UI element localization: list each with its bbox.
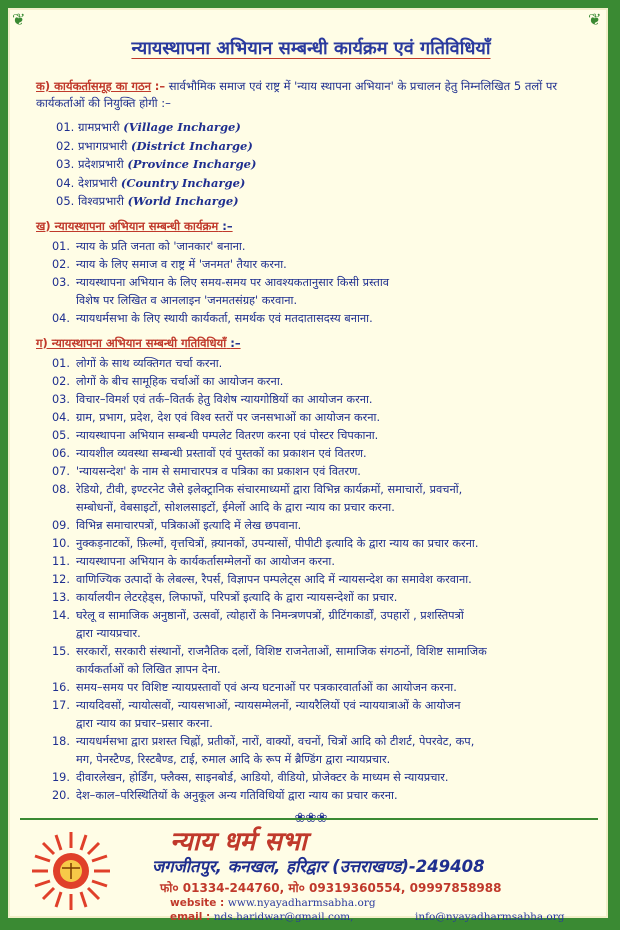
list-item	[52, 238, 596, 256]
item-text: सरकारों, सरकारी संस्थानों, राजनैतिक दलों, विशिष्ट राजनेताओं, सामाजिक संगठनों, विशिष्ट सामाजिक	[76, 644, 487, 658]
list-item	[52, 697, 596, 733]
page-title: न्यायस्थापना अभियान सम्बन्धी कार्यक्रम एवं गतिविधियाँ	[131, 38, 491, 59]
website-label: website :	[170, 897, 225, 909]
item-text: लोगों के बीच सामूहिक चर्चाओं का आयोजन करना.	[76, 374, 284, 388]
item-number: 04.	[52, 311, 70, 325]
list-item	[52, 589, 596, 607]
item-hindi-label: प्रभागप्रभारी	[78, 138, 128, 153]
item-text-continued: कार्यकर्ताओं को लिखित ज्ञापन देना.	[76, 662, 221, 676]
item-number: 18.	[52, 734, 70, 748]
list-item	[52, 571, 596, 589]
item-text-continued: विशेष पर लिखित व आनलाइन 'जनमतसंग्रह' करवाना.	[76, 293, 298, 307]
list-item	[52, 274, 596, 310]
list-item	[52, 355, 596, 373]
item-number: 20.	[52, 788, 70, 802]
item-number: 01.	[52, 239, 70, 253]
item-text: कार्यालयीन लेटरहेड्स, लिफाफों, परिपत्रों इत्यादि के द्वारा न्यायसन्देशों का प्रचार.	[76, 590, 398, 604]
item-number: 07.	[52, 464, 70, 478]
item-text: नुक्कड़नाटकों, फ़िल्मों, वृत्तचित्रों, क़्यानकों, उपन्यासों, पीपीटी इत्यादि के द्वारा न्याय का प्रचार करना.	[76, 536, 479, 550]
item-text: न्यायस्थापना अभियान के कार्यकर्तासम्मेलनों का आयोजन करना.	[76, 554, 335, 568]
email-row	[170, 911, 600, 923]
item-text: 'न्यायसन्देश' के नाम से समाचारपत्र व पत्रिका का प्रकाशन एवं वितरण.	[76, 464, 361, 478]
section-a-text: सार्वभौमिक समाज एवं राष्ट्र में 'न्याय स्थापना अभियान' के प्रचालन हेतु निम्नलिखित 5 तलों पर कार्यकर्ताओं की नियुक्ति होगी :–	[36, 79, 558, 110]
website-row	[170, 897, 376, 909]
item-text: रेडियो, टीवी, इण्टरनेट जैसे इलेक्ट्रानिक संचारमाध्यमों द्वारा विभिन्न कार्यक्रमों, समाचारों, प्रवचनों,	[76, 482, 463, 496]
item-text: वाणिज्यिक उत्पादों के लेबल्स, रैपर्स, विज्ञापन पम्पलेट्स आदि में न्यायसन्देश का समावेश करवाना.	[76, 572, 472, 586]
item-number: 10.	[52, 536, 70, 550]
item-text: घरेलू व सामाजिक अनुष्ठानों, उत्सवों, त्योहारों के निमन्त्रणपत्रों, ग्रीटिंगकार्डों, उपहारों , प्रशस्तिपत्रों	[76, 608, 464, 622]
item-english-label: (District Incharge)	[131, 138, 253, 153]
list-item	[52, 463, 596, 481]
item-text: समय–समय पर विशिष्ट न्यायप्रस्तावों एवं अन्य घटनाओं पर पत्रकारवार्ताओं का आयोजन करना.	[76, 680, 457, 694]
footer	[20, 822, 598, 922]
item-number: 12.	[52, 572, 70, 586]
item-text: न्यायस्थापना अभियान के लिए समय-समय पर आवश्यकतानुसार किसी प्रस्ताव	[76, 275, 390, 289]
item-english-label: (World Incharge)	[127, 194, 239, 208]
list-item	[52, 445, 596, 463]
item-number: 01.	[52, 356, 70, 370]
item-number: 03.	[52, 275, 70, 289]
item-text: न्यायस्थापना अभियान सम्बन्धी पम्पलेट वितरण करना एवं पोस्टर चिपकाना.	[76, 428, 379, 442]
item-english-label: (Village Incharge)	[123, 120, 241, 134]
item-english-label: (Province Incharge)	[127, 157, 257, 171]
item-number: 04.	[52, 410, 70, 424]
email-label: email :	[170, 911, 211, 923]
list-item	[52, 373, 596, 391]
item-text-continued: द्वारा न्याय का प्रचार–प्रसार करना.	[76, 716, 213, 730]
website-link[interactable]: www.nyayadharmsabha.org	[227, 897, 376, 909]
corner-ornament-icon: ❦	[588, 10, 602, 29]
sun-emblem-icon	[30, 830, 112, 912]
item-english-label: (Country Incharge)	[120, 175, 246, 190]
section-b-heading: ख) न्यायस्थापना अभियान सम्बन्धी कार्यक्रम	[36, 218, 219, 233]
item-number: 05.	[52, 428, 70, 442]
item-number: 15.	[52, 644, 70, 658]
item-hindi-label: ग्रामप्रभारी	[78, 120, 120, 134]
incharge-item	[56, 155, 596, 174]
item-number: 11.	[52, 554, 70, 568]
email-link-primary[interactable]: nds.haridwar@gmail.com,	[213, 911, 354, 923]
item-number: 17.	[52, 698, 70, 712]
list-item	[52, 679, 596, 697]
list-item	[52, 310, 596, 328]
section-c-heading: ग) न्यायस्थापना अभियान सम्बन्धी गतिविधियाँ	[36, 335, 227, 350]
list-item	[52, 553, 596, 571]
activity-list	[52, 355, 596, 805]
item-number: 03.	[52, 392, 70, 406]
section-b-heading-row	[36, 219, 596, 234]
item-number: 03.	[56, 157, 75, 171]
item-text: न्यायदिवसों, न्यायोत्सवों, न्यायसभाओं, न्यायसम्मेलनों, न्यायरैलियों एवं न्याययात्राओं के आयोजन	[76, 698, 461, 712]
item-number: 14.	[52, 608, 70, 622]
list-item	[52, 733, 596, 769]
item-text: न्यायधर्मसभा द्वारा प्रशस्त चिह्नों, प्रतीकों, नारों, वाक्यों, वचनों, चित्रों आदि को टीशर्ट, पेपरवेट, कप,	[76, 734, 475, 748]
item-text: ग्राम, प्रभाग, प्रदेश, देश एवं विश्व स्तरों पर जनसभाओं का आयोजन करना.	[76, 410, 381, 424]
incharge-list	[56, 118, 596, 211]
section-b-separator: :–	[222, 218, 233, 233]
item-text: न्यायधर्मसभा के लिए स्थायी कार्यकर्ता, समर्थक एवं मतदातासदस्य बनाना.	[76, 311, 373, 325]
item-text: न्यायशील व्यवस्था सम्बन्धी प्रस्तावों एवं पुस्तकों का प्रकाशन एवं वितरण.	[76, 446, 367, 460]
item-number: 16.	[52, 680, 70, 694]
corner-ornament-icon: ❦	[12, 10, 26, 29]
incharge-item	[56, 118, 596, 137]
list-item	[52, 409, 596, 427]
section-a-intro	[36, 78, 596, 112]
section-c-separator: :–	[230, 335, 241, 350]
document-frame	[8, 8, 608, 923]
item-hindi-label: देशप्रभारी	[78, 175, 118, 190]
list-item	[52, 769, 596, 787]
item-text: विभिन्न समाचारपत्रों, पत्रिकाओं इत्यादि में लेख छपवाना.	[76, 518, 302, 532]
footer-divider	[20, 818, 598, 820]
list-item	[52, 535, 596, 553]
list-item	[52, 481, 596, 517]
item-number: 13.	[52, 590, 70, 604]
item-number: 02.	[52, 257, 70, 271]
item-number: 06.	[52, 446, 70, 460]
org-address: जगजीतपुर, कनखल, हरिद्वार (उत्तराखण्ड)-249408	[152, 857, 485, 876]
item-number: 01.	[56, 120, 75, 134]
item-number: 05.	[56, 194, 75, 208]
main-content	[26, 32, 596, 826]
item-text: न्याय के प्रति जनता को 'जानकार' बनाना.	[76, 239, 246, 253]
item-text: लोगों के साथ व्यक्तिगत चर्चा करना.	[76, 356, 223, 370]
item-text: दीवारलेखन, होर्डिंग, फ्लैक्स, साइनबोर्ड, आडियो, वीडियो, प्रोजेक्टर के माध्यम से न्यायप्रचार.	[76, 770, 449, 784]
item-text: देश–काल–परिस्थितियों के अनुकूल अन्य गतिविधियों द्वारा न्याय का प्रचार करना.	[76, 788, 398, 802]
item-text: न्याय के लिए समाज व राष्ट्र में 'जनमत' तैयार करना.	[76, 257, 287, 271]
list-item	[52, 787, 596, 805]
item-number: 08.	[52, 482, 70, 496]
incharge-item	[56, 137, 596, 156]
item-number: 04.	[56, 175, 75, 190]
list-item	[52, 427, 596, 445]
list-item	[52, 391, 596, 409]
item-number: 19.	[52, 770, 70, 784]
org-phone: फो० 01334-244760, मो० 09319360554, 09997858988	[160, 881, 502, 895]
org-name: न्याय धर्म सभा	[170, 827, 307, 857]
item-text-continued: सम्बोधनों, वेबसाइटों, सोशलसाइटों, ईमेलों आदि के द्वारा न्याय का प्रचार करना.	[76, 500, 395, 514]
section-a-heading: क) कार्यकर्तासमूह का गठन	[36, 79, 152, 93]
section-c-heading-row	[36, 336, 596, 351]
program-list	[52, 238, 596, 328]
item-hindi-label: विश्वप्रभारी	[78, 194, 124, 208]
item-number: 02.	[56, 138, 75, 153]
list-item	[52, 517, 596, 535]
list-item	[52, 607, 596, 643]
item-hindi-label: प्रदेशप्रभारी	[78, 157, 124, 171]
section-a-separator: :–	[154, 79, 166, 93]
item-number: 09.	[52, 518, 70, 532]
list-item	[52, 643, 596, 679]
incharge-item	[56, 192, 596, 211]
item-text: विचार–विमर्श एवं तर्क–वितर्क हेतु विशेष न्यायगोष्ठियों का आयोजन करना.	[76, 392, 373, 406]
item-number: 02.	[52, 374, 70, 388]
item-text-continued: द्वारा न्यायप्रचार.	[76, 626, 141, 640]
email-link-info[interactable]: info@nyayadharmsabha.org	[415, 911, 565, 923]
list-item	[52, 256, 596, 274]
incharge-item	[56, 174, 596, 193]
item-text-continued: मग, पेनस्टैण्ड, रिस्टबैण्ड, टाई, रुमाल आदि के रूप में ब्रैण्डिंग द्वारा न्यायप्रचार.	[76, 752, 391, 766]
